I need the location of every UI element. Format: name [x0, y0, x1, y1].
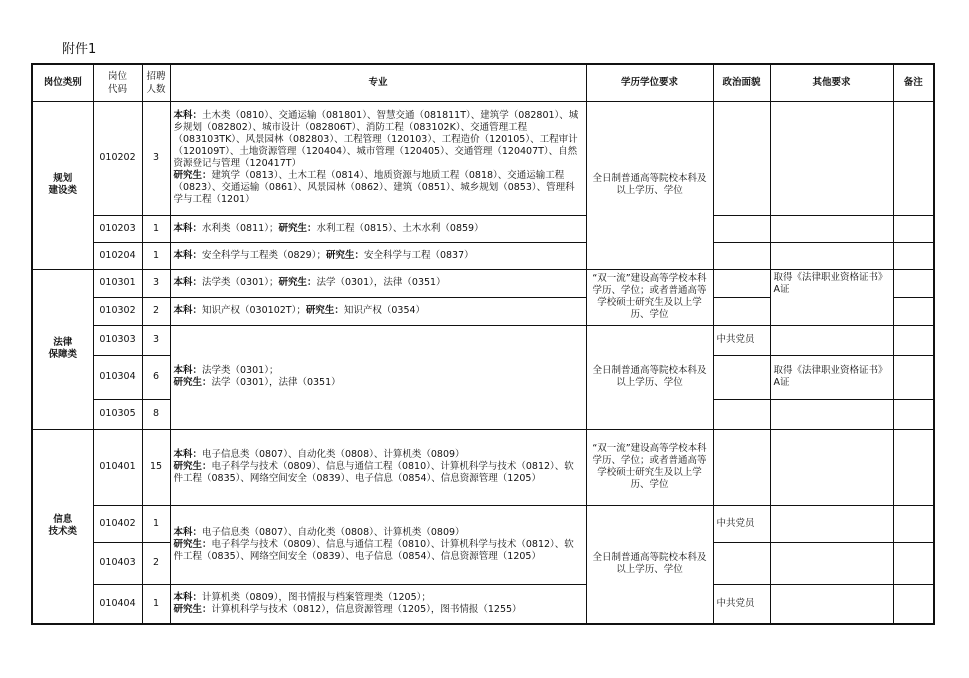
major-cell	[170, 505, 586, 584]
position-code: 010402	[93, 505, 142, 542]
remark-cell	[893, 542, 934, 584]
education-req: 全日制普通高等院校本科及以上学历、学位	[586, 325, 713, 429]
political-cell	[713, 269, 770, 297]
header-major: 专业	[170, 64, 586, 101]
position-code: 010202	[93, 101, 142, 215]
political-cell	[713, 355, 770, 399]
other-req: 取得《法律职业资格证书》A证	[770, 269, 893, 325]
other-cell	[770, 584, 893, 624]
header-education: 学历学位要求	[586, 64, 713, 101]
header-remark: 备注	[893, 64, 934, 101]
other-cell	[770, 325, 893, 355]
hire-count: 3	[142, 101, 170, 215]
bachelor-majors: 电子信息类（0807）、自动化类（0808）、计算机类（0809）	[202, 526, 465, 538]
grad-label: 研究生：	[173, 538, 212, 550]
bachelor-majors: 电子信息类（0807）、自动化类（0808）、计算机类（0809）	[202, 449, 465, 460]
header-count: 招聘 人数	[142, 64, 170, 101]
political-cell	[713, 399, 770, 429]
header-other: 其他要求	[770, 64, 893, 101]
grad-majors: 法学（0301），法律（0351）	[316, 277, 446, 288]
position-code: 010304	[93, 355, 142, 399]
remark-cell	[893, 355, 934, 399]
other-cell	[770, 542, 893, 584]
grad-majors: 法学（0301），法律（0351）	[211, 377, 341, 388]
attachment-label: 附件1	[62, 42, 97, 57]
major-cell	[170, 325, 586, 429]
grad-label: 研究生：	[278, 222, 317, 234]
remark-cell	[893, 297, 934, 325]
grad-label: 研究生：	[173, 170, 212, 181]
grad-majors: 计算机科学与技术（0812），信息资源管理（1205），图书情报（1255）	[211, 603, 522, 615]
other-cell	[770, 101, 893, 215]
category-planning: 规划 建设类	[32, 101, 93, 269]
other-cell	[770, 429, 893, 505]
political-req: 中共党员	[713, 505, 770, 542]
position-code: 010305	[93, 399, 142, 429]
grad-majors: 水利工程（0815）、土木水利（0859）	[316, 222, 484, 234]
header-row	[32, 64, 934, 101]
hire-count: 3	[142, 325, 170, 355]
other-cell	[770, 242, 893, 269]
remark-cell	[893, 215, 934, 242]
hire-count: 1	[142, 242, 170, 269]
hire-count: 3	[142, 269, 170, 297]
political-cell	[713, 542, 770, 584]
bachelor-majors: 法学类（0301）；	[202, 277, 279, 288]
position-code: 010301	[93, 269, 142, 297]
remark-cell	[893, 242, 934, 269]
other-cell	[770, 215, 893, 242]
bachelor-majors: 法学类（0301）；	[202, 365, 279, 376]
bachelor-label: 本科：	[173, 591, 203, 603]
political-req: 中共党员	[713, 325, 770, 355]
bachelor-label: 本科：	[173, 249, 203, 261]
other-cell	[770, 399, 893, 429]
bachelor-label: 本科：	[173, 449, 203, 460]
hire-count: 8	[142, 399, 170, 429]
bachelor-majors: 安全科学与工程类（0829）；	[202, 249, 326, 261]
bachelor-label: 本科：	[173, 222, 203, 234]
header-code: 岗位 代码	[93, 64, 142, 101]
bachelor-label: 本科：	[173, 526, 203, 538]
grad-label: 研究生：	[173, 461, 212, 472]
position-code: 010303	[93, 325, 142, 355]
major-cell	[170, 584, 586, 624]
table-row	[32, 101, 934, 215]
bachelor-label: 本科：	[173, 110, 203, 121]
position-code: 010302	[93, 297, 142, 325]
grad-majors: 知识产权（0354）	[343, 305, 426, 316]
bachelor-label: 本科：	[173, 365, 203, 376]
hire-count: 1	[142, 505, 170, 542]
bachelor-label: 本科：	[173, 305, 203, 316]
political-cell	[713, 297, 770, 325]
position-code: 010404	[93, 584, 142, 624]
hire-count: 2	[142, 297, 170, 325]
remark-cell	[893, 399, 934, 429]
bachelor-label: 本科：	[173, 277, 203, 288]
hire-count: 1	[142, 584, 170, 624]
education-req: 全日制普通高等院校本科及以上学历、学位	[586, 505, 713, 624]
grad-label: 研究生：	[173, 377, 212, 388]
table-row	[32, 505, 934, 542]
grad-majors: 电子科学与技术（0809）、信息与通信工程（0810）、计算机科学与技术（0812）、软件工程（0835）、网络空间安全（0839）、电子信息（0854）、信息资源管理（1205）	[173, 461, 574, 484]
position-code: 010204	[93, 242, 142, 269]
bachelor-majors: 土木类（0810）、交通运输（081801）、智慧交通（081811T）、建筑学（082801）、城乡规划（082802）、城市设计（082806T）、消防工程（083102K）、交通管理工程（083103TK）、风景园林（082803）、工程管理（120103）、工程造价（120105）、工程审计（120109T）、土地资源管理（120404）、城市管理（120405）、交通管理（120407T）、自然资源登记与管理（120417T）	[173, 110, 579, 169]
bachelor-majors: 知识产权（030102T）；	[202, 305, 306, 316]
political-cell	[713, 101, 770, 215]
education-req: “双一流”建设高等学校本科学历、学位；或者普通高等学校硕士研究生及以上学历、学位	[586, 429, 713, 505]
political-cell	[713, 242, 770, 269]
table-row	[32, 584, 934, 624]
position-code: 010403	[93, 542, 142, 584]
position-code: 010203	[93, 215, 142, 242]
table-row	[32, 242, 934, 269]
other-cell	[770, 505, 893, 542]
table-row	[32, 325, 934, 355]
grad-label: 研究生：	[305, 305, 344, 316]
recruitment-table	[31, 63, 935, 625]
major-cell	[170, 242, 586, 269]
table-row	[32, 215, 934, 242]
table-row	[32, 269, 934, 297]
education-req: 全日制普通高等院校本科及以上学历、学位	[586, 101, 713, 269]
grad-majors: 电子科学与技术（0809）、信息与通信工程（0810）、计算机科学与技术（0812）、软件工程（0835）、网络空间安全（0839）、电子信息（0854）、信息资源管理（1205）	[173, 538, 574, 562]
category-info: 信息 技术类	[32, 429, 93, 624]
remark-cell	[893, 325, 934, 355]
major-cell	[170, 297, 586, 325]
remark-cell	[893, 429, 934, 505]
remark-cell	[893, 584, 934, 624]
political-req: 中共党员	[713, 584, 770, 624]
grad-label: 研究生：	[173, 603, 212, 615]
grad-label: 研究生：	[278, 277, 317, 288]
hire-count: 6	[142, 355, 170, 399]
remark-cell	[893, 505, 934, 542]
grad-majors: 建筑学（0813）、土木工程（0814）、地质资源与地质工程（0818）、交通运输工程（0823）、交通运输（0861）、风景园林（0862）、建筑（0851）、城乡规划（0853）、管理科学与工程（1201）	[173, 170, 575, 205]
education-req: “双一流”建设高等学校本科学历、学位；或者普通高等学校硕士研究生及以上学历、学位	[586, 269, 713, 325]
remark-cell	[893, 101, 934, 215]
grad-majors: 安全科学与工程（0837）	[363, 249, 474, 261]
political-cell	[713, 215, 770, 242]
other-req: 取得《法律职业资格证书》A证	[770, 355, 893, 399]
hire-count: 1	[142, 215, 170, 242]
major-cell	[170, 101, 586, 215]
major-cell	[170, 215, 586, 242]
grad-label: 研究生：	[325, 249, 364, 261]
category-law: 法律 保障类	[32, 269, 93, 429]
bachelor-majors: 水利类（0811）；	[202, 222, 279, 234]
position-code: 010401	[93, 429, 142, 505]
remark-cell	[893, 269, 934, 297]
header-political: 政治面貌	[713, 64, 770, 101]
bachelor-majors: 计算机类（0809），图书情报与档案管理类（1205）；	[202, 591, 431, 603]
hire-count: 2	[142, 542, 170, 584]
political-cell	[713, 429, 770, 505]
table-row	[32, 429, 934, 505]
hire-count: 15	[142, 429, 170, 505]
header-category: 岗位类别	[32, 64, 93, 101]
major-cell	[170, 429, 586, 505]
major-cell	[170, 269, 586, 297]
